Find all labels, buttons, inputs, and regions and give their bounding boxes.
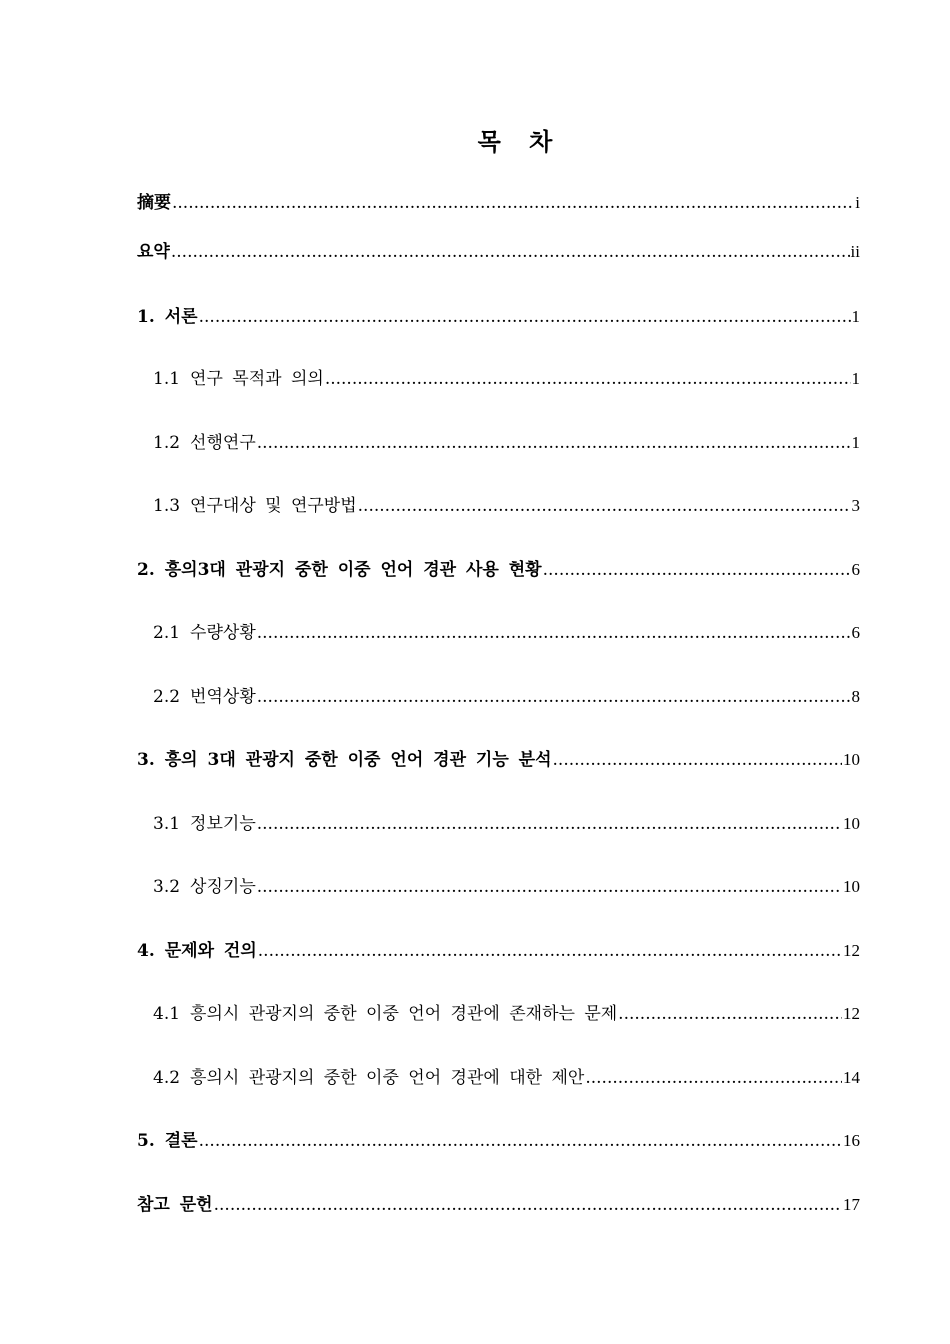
toc-entry-section-4-1[interactable] bbox=[153, 1001, 860, 1027]
toc-entry-chapter-5[interactable] bbox=[137, 1128, 860, 1154]
toc-page-number: 10 bbox=[843, 814, 860, 833]
toc-entry-number: 2. bbox=[137, 560, 155, 580]
toc-page-number: 8 bbox=[851, 687, 860, 706]
toc-entry-number: 3.2 bbox=[153, 877, 181, 897]
toc-leader-dots bbox=[553, 747, 842, 773]
toc-entry-number: 5. bbox=[137, 1131, 155, 1151]
toc-entry-label bbox=[137, 938, 257, 964]
toc-entry-label: 요약 bbox=[137, 242, 170, 262]
toc-entry-text: 흥의시 관광지의 중한 이중 언어 경관에 존재하는 문제 bbox=[190, 1004, 618, 1024]
toc-leader-dots bbox=[543, 557, 851, 583]
toc-leader-dots bbox=[257, 874, 842, 900]
toc-page-number: 1 bbox=[851, 307, 860, 326]
toc-entry-label bbox=[137, 304, 198, 330]
toc-entry-number: 1.3 bbox=[153, 496, 181, 516]
toc-page-number: ii bbox=[850, 242, 860, 261]
toc-entry-text: 흥의3대 관광지 중한 이중 언어 경관 사용 현황 bbox=[164, 560, 542, 580]
toc-entry-label bbox=[153, 874, 256, 900]
toc-page-number: 16 bbox=[843, 1131, 860, 1150]
toc-entry-text: 서론 bbox=[164, 307, 198, 327]
toc-page-number: 14 bbox=[843, 1068, 860, 1087]
toc-entry-section-4-2[interactable] bbox=[153, 1065, 860, 1091]
toc-entry-number: 1.1 bbox=[153, 369, 181, 389]
toc-title: 목 차 bbox=[477, 127, 563, 156]
toc-entry-label bbox=[137, 557, 542, 583]
toc-entry-label bbox=[137, 747, 552, 773]
toc-entry-number: 3. bbox=[137, 750, 155, 770]
toc-entry-text: 선행연구 bbox=[190, 433, 256, 453]
toc-entry-number: 2.2 bbox=[153, 687, 181, 707]
toc-entry-label bbox=[153, 366, 324, 392]
toc-entry-section-3-1[interactable] bbox=[153, 811, 860, 837]
toc-entry-text: 번역상황 bbox=[190, 687, 256, 707]
toc-entry-label bbox=[153, 1065, 584, 1091]
toc-page-number: 1 bbox=[851, 369, 860, 388]
toc-leader-dots bbox=[214, 1192, 842, 1218]
toc-entry-label: 참고 문헌 bbox=[137, 1195, 213, 1215]
toc-leader-dots bbox=[585, 1065, 842, 1091]
toc-page-number: 10 bbox=[843, 877, 860, 896]
toc-leader-dots bbox=[171, 239, 850, 265]
toc-entry-chapter-2[interactable] bbox=[137, 557, 860, 583]
toc-page-number: 10 bbox=[843, 750, 860, 769]
toc-entry-abstract-kr[interactable] bbox=[137, 239, 860, 265]
toc-entry-label bbox=[153, 811, 256, 837]
toc-entry-chapter-4[interactable] bbox=[137, 938, 860, 964]
toc-leader-dots bbox=[358, 493, 851, 519]
toc-entry-chapter-1[interactable] bbox=[137, 304, 860, 330]
toc-entry-number: 4.2 bbox=[153, 1068, 181, 1088]
toc-leader-dots bbox=[257, 430, 851, 456]
toc-page-number: 17 bbox=[843, 1195, 860, 1214]
toc-entry-text: 흥의 3대 관광지 중한 이중 언어 경관 기능 분석 bbox=[164, 750, 552, 770]
toc-leader-dots bbox=[618, 1001, 842, 1027]
toc-entry-label bbox=[153, 620, 256, 646]
toc-entry-label bbox=[137, 1128, 198, 1154]
toc-entry-label bbox=[153, 684, 256, 710]
toc-entry-text: 상징기능 bbox=[190, 877, 256, 897]
toc-entry-label: 摘要 bbox=[137, 193, 171, 213]
toc-leader-dots bbox=[258, 938, 842, 964]
toc-entry-text: 흥의시 관광지의 중한 이중 언어 경관에 대한 제안 bbox=[190, 1068, 585, 1088]
toc-entry-number: 4.1 bbox=[153, 1004, 181, 1024]
toc-entry-text: 수량상황 bbox=[190, 623, 256, 643]
toc-leader-dots bbox=[257, 684, 851, 710]
toc-entry-section-2-1[interactable] bbox=[153, 620, 860, 646]
toc-leader-dots bbox=[199, 1128, 842, 1154]
toc-page-number: 3 bbox=[851, 496, 860, 515]
toc-entry-text: 연구대상 및 연구방법 bbox=[190, 496, 357, 516]
toc-entry-text: 연구 목적과 의의 bbox=[190, 369, 324, 389]
toc-entry-number: 3.1 bbox=[153, 814, 181, 834]
toc-entry-label bbox=[153, 430, 256, 456]
toc-entry-text: 문제와 건의 bbox=[164, 941, 257, 961]
toc-entry-abstract-cn[interactable] bbox=[137, 190, 860, 216]
toc-page-number: 12 bbox=[843, 941, 860, 960]
toc-leader-dots bbox=[257, 620, 851, 646]
toc-page-number: 12 bbox=[843, 1004, 860, 1023]
toc-entry-section-3-2[interactable] bbox=[153, 874, 860, 900]
toc-entry-label bbox=[153, 493, 357, 519]
toc-entry-section-1-1[interactable] bbox=[153, 366, 860, 392]
toc-entry-number: 4. bbox=[137, 941, 155, 961]
toc-entry-section-2-2[interactable] bbox=[153, 684, 860, 710]
toc-entry-section-1-2[interactable] bbox=[153, 430, 860, 456]
toc-entry-chapter-3[interactable] bbox=[137, 747, 860, 773]
toc-leader-dots bbox=[172, 190, 854, 216]
toc-page-number: 1 bbox=[851, 433, 860, 452]
toc-entry-number: 1. bbox=[137, 307, 155, 327]
toc-leader-dots bbox=[325, 366, 851, 392]
toc-page-number: 6 bbox=[851, 623, 860, 642]
toc-entry-number: 2.1 bbox=[153, 623, 181, 643]
toc-entry-references[interactable] bbox=[137, 1192, 860, 1218]
toc-entry-text: 결론 bbox=[164, 1131, 198, 1151]
toc-page-number: 6 bbox=[851, 560, 860, 579]
toc-entry-section-1-3[interactable] bbox=[153, 493, 860, 519]
toc-leader-dots bbox=[199, 304, 851, 330]
toc-leader-dots bbox=[257, 811, 842, 837]
toc-page-number: i bbox=[855, 193, 860, 212]
toc-entry-text: 정보기능 bbox=[190, 814, 256, 834]
toc-entry-label bbox=[153, 1001, 617, 1027]
toc-entry-number: 1.2 bbox=[153, 433, 181, 453]
